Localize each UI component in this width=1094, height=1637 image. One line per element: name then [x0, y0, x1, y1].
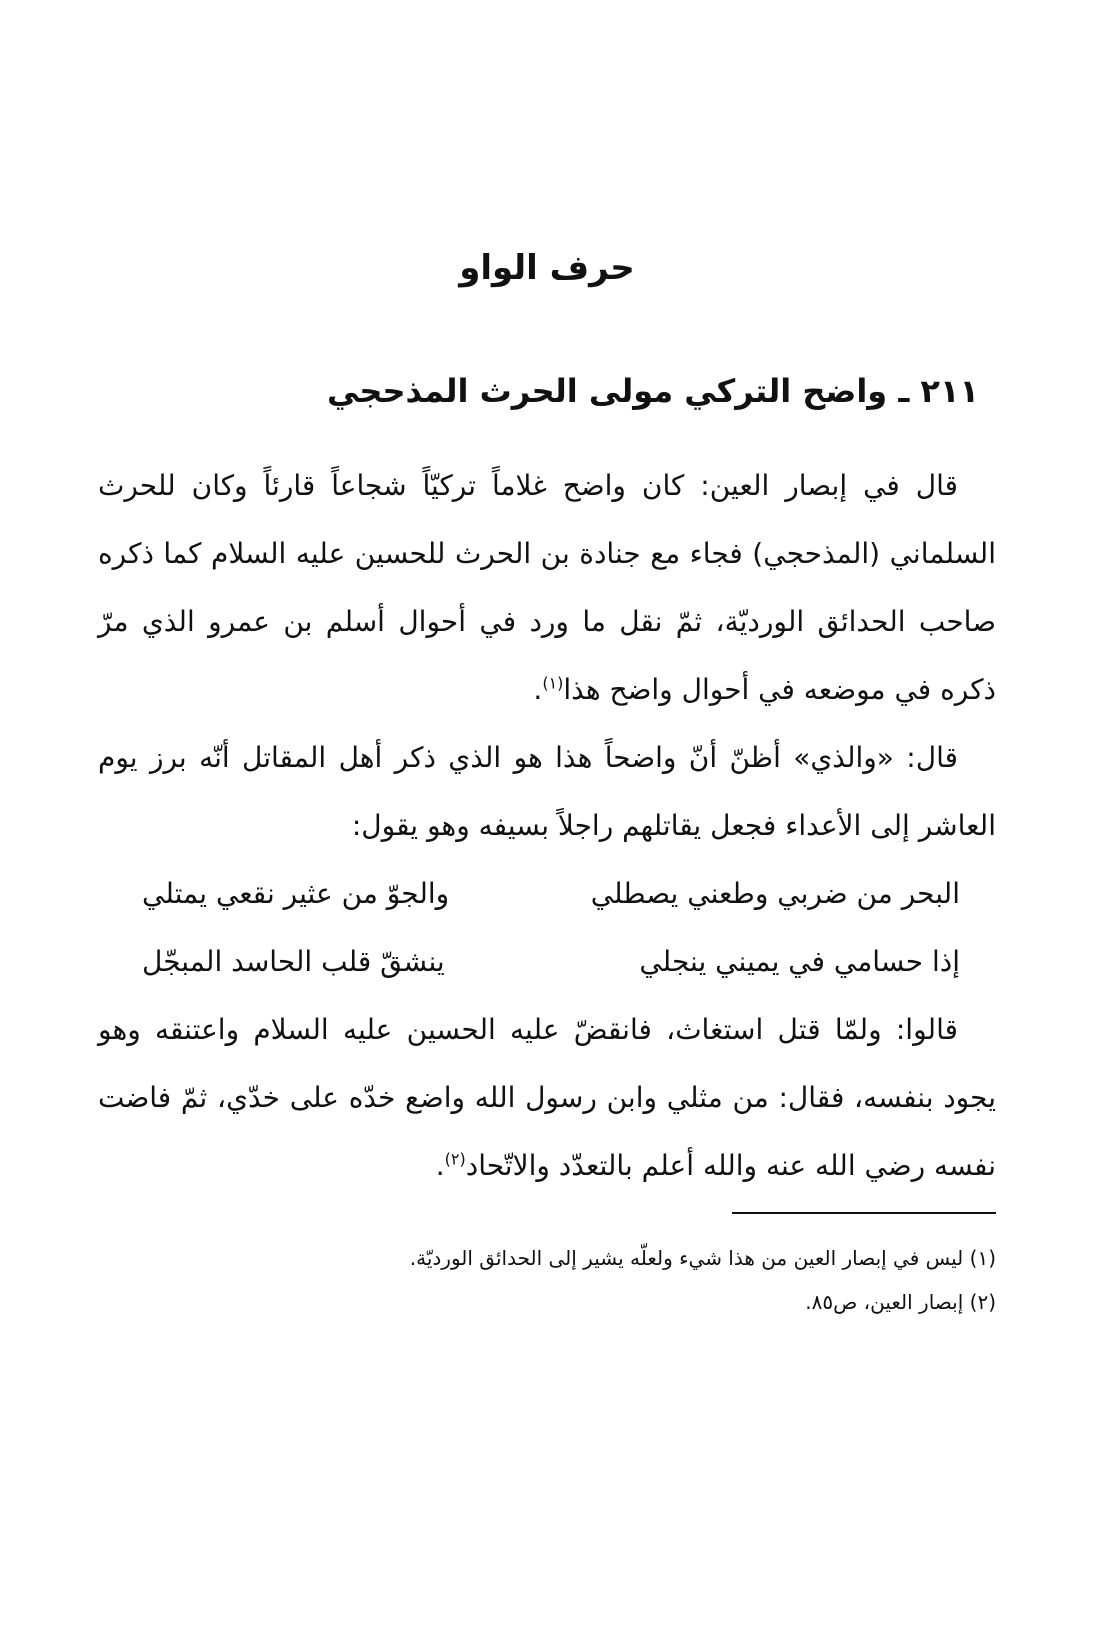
footnote-1: (١) ليس في إبصار العين من هذا شيء ولعلّه يشير إلى الحدائق الورديّة.	[409, 1246, 996, 1270]
footnote-ref-2: (٢)	[444, 1149, 466, 1169]
verse-second-hemistich: ينشقّ قلب الحاسد المبجّل	[142, 945, 445, 978]
footnote-divider	[732, 1212, 996, 1214]
entry-heading: ٢١١ ـ واضح التركي مولى الحرث المذحجي	[327, 372, 979, 410]
verse-line	[98, 860, 996, 928]
poem	[98, 860, 996, 996]
verse-line	[98, 928, 996, 996]
paragraph-1	[98, 452, 996, 724]
paragraph-3	[98, 996, 996, 1200]
paragraph-3-end: .	[435, 1149, 445, 1182]
footnote-ref-1: (١)	[542, 673, 564, 693]
verse-second-hemistich: والجوّ من عثير نقعي يمتلي	[142, 877, 450, 910]
paragraph-2-text: قال: «والذي» أظنّ أنّ واضحاً هذا هو الذي ذكر أهل المقاتل أنّه برز يوم العاشر إلى الأعداء فجعل يقاتلهم راجلاً بسيفه وهو يقول:	[98, 741, 996, 842]
footnote-2: (٢) إبصار العين، ص٨٥.	[805, 1290, 996, 1314]
chapter-title: حرف الواو	[459, 248, 635, 288]
paragraph-1-end: .	[533, 673, 543, 706]
verse-first-hemistich: البحر من ضربي وطعني يصطلي	[590, 877, 960, 910]
footnotes	[98, 1236, 996, 1324]
verse-first-hemistich: إذا حسامي في يميني ينجلي	[639, 945, 960, 978]
body-text	[98, 452, 996, 1200]
paragraph-3-text: قالوا: ولمّا قتل استغاث، فانقضّ عليه الحسين عليه السلام واعتنقه وهو يجود بنفسه، فقال: من مثلي وابن رسول الله واضع خدّه على خدّي، ثمّ فاضت نفسه رضي الله عنه والله أعلم بالتعدّد والاتّحاد	[98, 1013, 996, 1182]
paragraph-2	[98, 724, 996, 860]
paragraph-1-text: قال في إبصار العين: كان واضح غلاماً تركيّاً شجاعاً قارئاً وكان للحرث السلماني (المذحجي) فجاء مع جنادة بن الحرث للحسين عليه السلام كما ذكره صاحب الحدائق الورديّة، ثمّ نقل ما ورد في أحوال أسلم بن عمرو الذي مرّ ذكره في موضعه في أحوال واضح هذا	[98, 469, 996, 706]
